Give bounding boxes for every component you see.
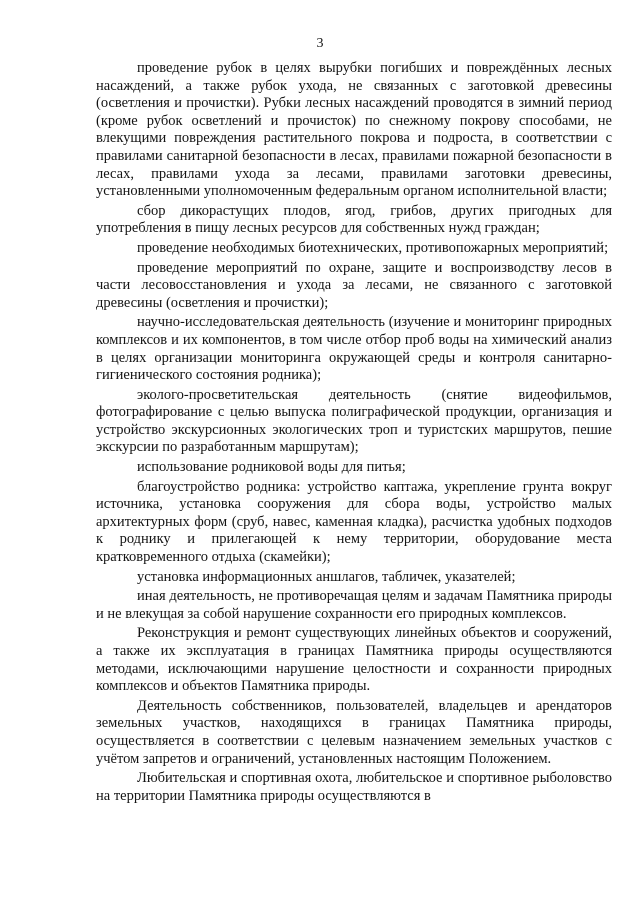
- paragraph-signs: установка информационных аншлагов, табличек, указателей;: [137, 568, 516, 585]
- paragraph-spring-water: использование родниковой воды для питья;: [137, 459, 406, 476]
- paragraph-land-owners: Деятельность собственников, пользователей, владельцев и арендаторов земельных участков, находящихся в границах Памятника природы, осуществляется в соответствии с целевым назначением земельных участков с учётом запретов и ограничений, установленных настоящим Положением.: [96, 697, 612, 767]
- document-body: [96, 60, 612, 807]
- paragraph-research: научно-исследовательская деятельность (изучение и мониторинг природных комплексов и их компонентов, в том числе отбор проб воды на химический анализ в целях организации мониторинга окружающей среды и контроля санитарно-гигиенического состояния родника);: [96, 314, 612, 384]
- paragraph-felling: проведение рубок в целях вырубки погибших и повреждённых лесных насаждений, а также рубок ухода, не связанных с заготовкой древесины (осветления и прочистки). Рубки лесных насаждений проводятся в зимний период (кроме рубок осветлений и прочисток) по снежному покрову способами, не влекущими повреждения растительного покрова и подроста, в соответствии с правилами санитарной безопасности в лесах, правилами пожарной безопасности в лесах, правилами ухода за лесами, правилами заготовки древесины, установленными уполномоченным федеральным органом исполнительной власти;: [96, 60, 612, 200]
- paragraph-gathering: сбор дикорастущих плодов, ягод, грибов, других пригодных для употребления в пищу лесных ресурсов для собственных нужд граждан;: [96, 202, 612, 237]
- paragraph-hunting-fishing: Любительская и спортивная охота, любительское и спортивное рыболовство на территории Памятника природы осуществляются в: [96, 770, 612, 804]
- paragraph-other-activity: иная деятельность, не противоречащая целям и задачам Памятника природы и не влекущая за собой нарушение сохранности его природных комплексов.: [96, 588, 612, 622]
- page-number: 3: [316, 36, 324, 51]
- paragraph-eco-education: эколого-просветительская деятельность (снятие видеофильмов, фотографирование с целью выпуска полиграфической продукции, организация и устройство экскурсионных экологических троп и туристских маршрутов, пешие экскурсии по разработанным маршрутам);: [96, 386, 612, 456]
- paragraph-biotechnical: проведение необходимых биотехнических, противопожарных мероприятий;: [137, 239, 609, 256]
- paragraph-reconstruction: Реконструкция и ремонт существующих линейных объектов и сооружений, а также их эксплуатация в границах Памятника природы осуществляются методами, исключающими нарушение целостности и сохранности природных комплексов и объектов Памятника природы.: [96, 625, 612, 695]
- paragraph-improvement: благоустройство родника: устройство каптажа, укрепление грунта вокруг источника, установка сооружения для сбора воды, устройство малых архитектурных форм (сруб, навес, каменная кладка), расчистка удобных подходов к роднику и прилегающей к нему территории, оборудование места кратковременного отдыха (скамейки);: [96, 478, 612, 566]
- paragraph-forest-protection: проведение мероприятий по охране, защите и воспроизводству лесов в части лесовосстановления и ухода за лесами, не связанного с заготовкой древесины (осветления и прочистки);: [96, 259, 612, 311]
